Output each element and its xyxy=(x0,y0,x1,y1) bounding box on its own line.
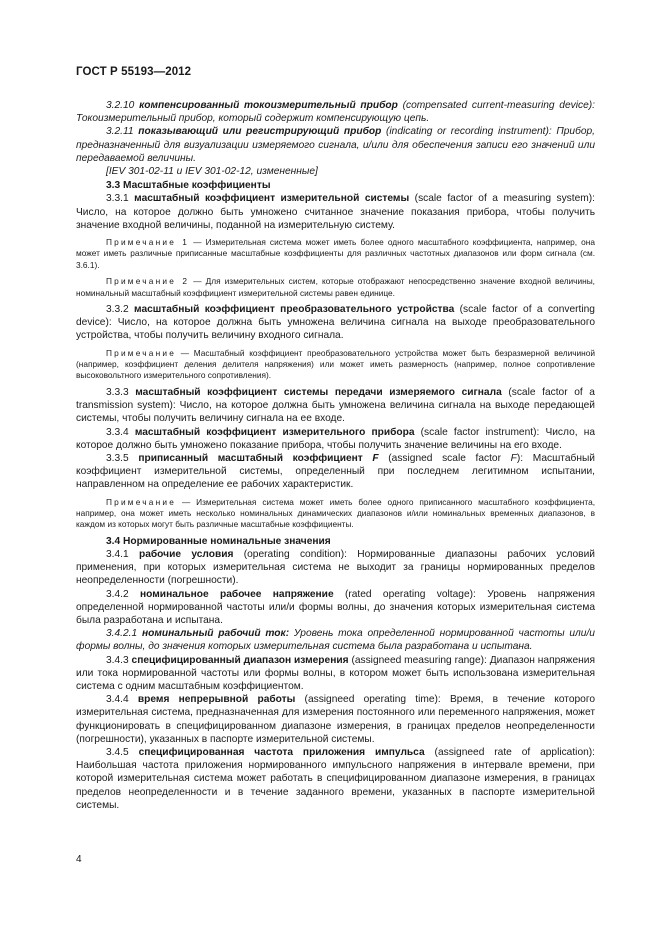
term: масштабный коэффициент преобразовательного устройства xyxy=(134,304,455,316)
clause-3-3-2: 3.3.2 масштабный коэффициент преобразовательного устройства (scale factor of a converting device): Число, на которое должна быть умножена величина сигнала на выходе преобразовательного устройства, чтобы получить величину входного сигнала. xyxy=(76,304,595,342)
term: специфицированный диапазон измерения xyxy=(131,654,349,666)
term: рабочие условия xyxy=(139,548,234,560)
iev-reference: [IEV 301-02-11 и IEV 301-02-12, измененные] xyxy=(106,166,318,178)
term: приписанный масштабный коэффициент xyxy=(138,452,363,464)
document-body xyxy=(76,99,595,812)
section-heading-3-4: 3.4 Нормированные номинальные значения xyxy=(106,535,331,547)
term: показывающий или регистрирующий прибор xyxy=(138,126,382,138)
clause-3-3-3: 3.3.3 масштабный коэффициент системы передачи измеряемого сигнала (scale factor of a transmission system): Число, на которое должна быть умножена величина сигнала на выходе передающей системы, чтобы получить величину сигнала на ее входе. xyxy=(76,386,595,425)
clause-3-4-2: 3.4.2 номинальное рабочее напряжение (rated operating voltage): Уровень напряжения определенной нормированной частоты или/и формы волны, до значения которых измерительная система была разработана и испытана. xyxy=(76,588,595,626)
term: масштабный коэффициент измерительной системы xyxy=(134,193,410,205)
term-variable: F xyxy=(372,452,379,464)
term: компенсированный токоизмерительный прибор xyxy=(139,100,398,111)
section-heading-3-3: 3.3 Масштабные коэффициенты xyxy=(106,180,271,192)
note-2: Примечание 2 — Для измерительных систем, которые отображают непосредственно значение входной величины, номинальный масштабный коэффициент измерительной системы равен единице. xyxy=(76,276,595,298)
clause-3-4-1: 3.4.1 рабочие условия (operating condition): Нормированные диапазоны рабочих условий применения, при которых измерительная система не выходит за границы нормированных пределов неопределенности (погрешности). xyxy=(76,548,595,587)
page-number: 4 xyxy=(76,854,82,865)
clause-3-3-1: 3.3.1 масштабный коэффициент измерительной системы (scale factor of a measuring system): Число, на которое должно быть умножено считанное значение показания прибора, чтобы получить значение входной величины, поданной на измерительную систему. xyxy=(76,193,595,231)
term: номинальный рабочий ток: xyxy=(141,628,290,640)
note-3: Примечание — Масштабный коэффициент преобразовательного устройства может быть безразмерной величиной (например, коэффициент деления делителя напряжения) или может иметь размерность (например, полное сопротивление высоковольтного измерительного сопротивления). xyxy=(76,347,595,381)
clause-3-3-4: 3.3.4 масштабный коэффициент измерительного прибора (scale factor instrument): Число, на которое должно быть умножено показание прибора, чтобы получить значение величины на его входе. xyxy=(76,426,595,451)
page-header: ГОСТ Р 55193—2012 xyxy=(76,66,192,78)
clause-3-4-4: 3.4.4 время непрерывной работы (assigneed operating time): Время, в течение которого измерительная система, предназначенная для измерения постоянного или переменного напряжения, может функционировать в специфицированном диапазоне измерения, в границах пределов неопределенности (погрешности), указанных в паспорте измерительной системы. xyxy=(76,694,596,745)
term: масштабный коэффициент измерительного прибора xyxy=(134,426,415,438)
clause-3-3-5: 3.3.5 приписанный масштабный коэффициент F (assigned scale factor F): Масштабный коэффициент измерительной системы, определенный при последнем легитимном испытании, направленном на определение ее рабочих характеристик. xyxy=(76,452,595,491)
clause-3-4-5: 3.4.5 специфицированная частота приложения импульса (assigneed rate of application): Наибольшая частота приложения нормированного импульсного напряжения в интервале времени, при которой измерительная система может работать в специфицированном диапазоне измерения, в границах пределов неопределенности и в течение заданного времени, указанных в паспорте измерительной системы. xyxy=(76,746,595,811)
term: специфицированная частота приложения импульса xyxy=(138,746,425,758)
note-1: Примечание 1 — Измерительная система может иметь более одного масштабного коэффициента, например, она может иметь различные приписанные масштабные коэффициенты для различных частотных диапазонов или форм сигнала (см. 3.6.1). xyxy=(76,237,595,270)
term: масштабный коэффициент системы передачи измеряемого сигнала xyxy=(135,386,502,398)
clause-3-4-3: 3.4.3 специфицированный диапазон измерения (assigneed measuring range): Диапазон напряжения или тока нормированной частоты или формы волны, в котором может быть использована измерительная система с одним масштабным коэффициентом. xyxy=(76,654,595,692)
clause-3-4-2-1: 3.4.2.1 номинальный рабочий ток: Уровень тока определенной нормированной частоты или/и формы волны, до значения которых измерительная система была разработана и испытана. xyxy=(76,628,595,653)
clause-3-2-11: 3.2.11 показывающий или регистрирующий прибор (indicating or recording instrument): Прибор, предназначенный для визуализации измеряемого сигнала, и/или для обеспечения записи его значений или передаваемой величины. xyxy=(76,126,595,164)
clause-3-2-10: 3.2.10 компенсированный токоизмерительный прибор (compensated current-measuring device): Токоизмерительный прибор, который содержит компенсирующую цепь. xyxy=(76,100,595,125)
term: время непрерывной работы xyxy=(137,694,296,706)
note-4: Примечание — Измерительная система может иметь более одного приписанного масштабного коэффициента, например, она может иметь несколько номинальных динамических диапазонов и/или номинальных временных диапазонов, в каждом из которых могут быть различные масштабные коэффициенты. xyxy=(76,496,595,530)
term: номинальное рабочее напряжение xyxy=(140,588,334,600)
